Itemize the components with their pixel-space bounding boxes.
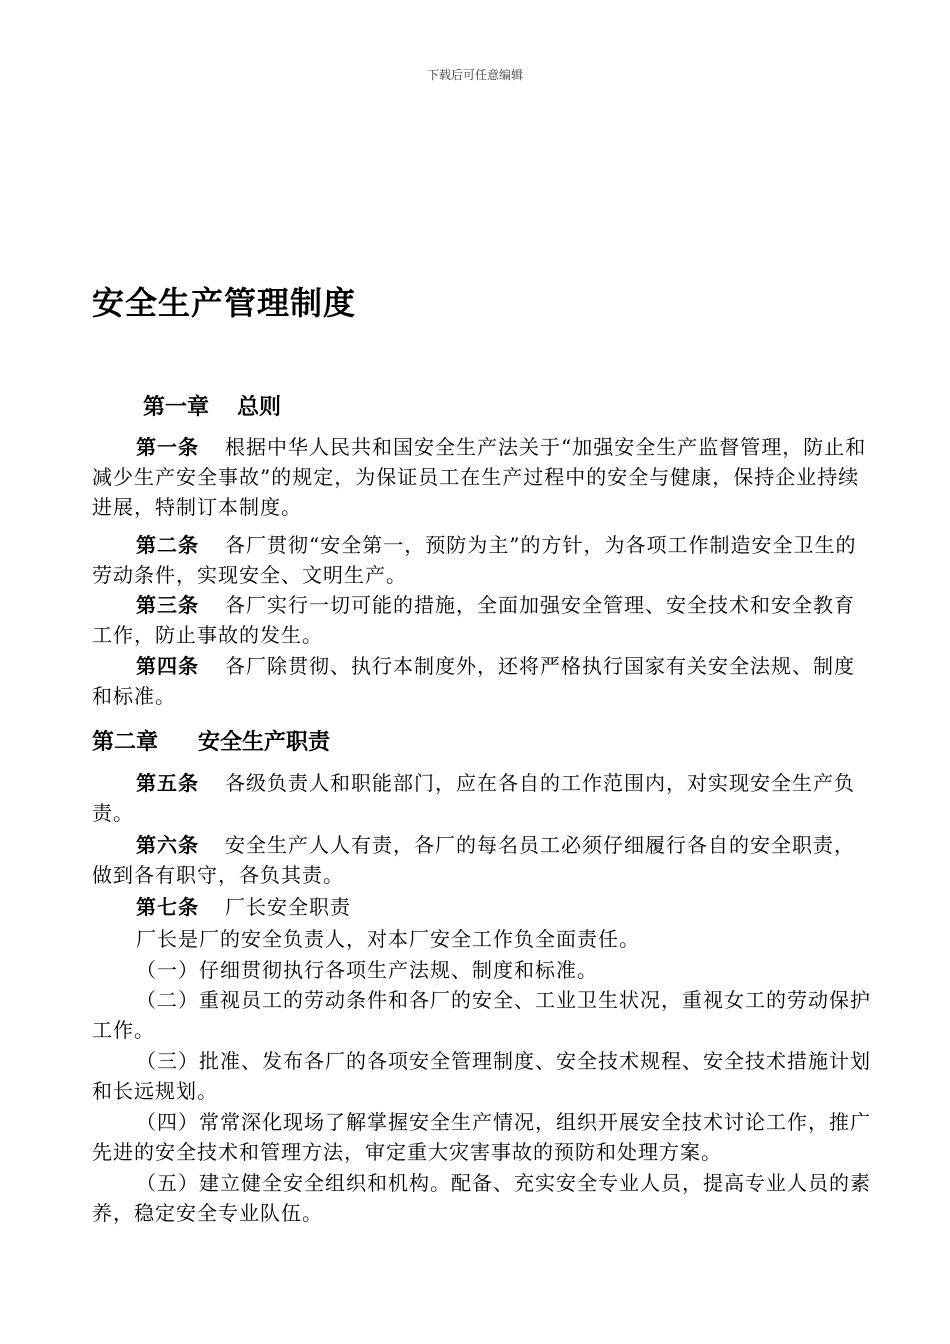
article-7 <box>92 892 872 922</box>
article-label: 第四条 <box>136 654 199 678</box>
article-text: 各级负责人和职能部门，应在各自的工作范围内，对实现安全生产负责。 <box>92 771 855 825</box>
chapter-2-name: 安全生产职责 <box>198 729 331 755</box>
duty-item: （四）常常深化现场了解掌握安全生产情况，组织开展安全技术讨论工作，推广先进的安全技术和管理方法，审定重大灾害事故的预防和处理方案。 <box>92 1110 871 1164</box>
chapter-2-heading <box>92 725 330 756</box>
article-text: 各厂除贯彻、执行本制度外，还将严格执行国家有关安全法规、制度和标准。 <box>92 654 855 708</box>
duty-item: （三）批准、发布各厂的各项安全管理制度、安全技术规程、安全技术措施计划和长远规划。 <box>92 1049 871 1103</box>
article-label: 第五条 <box>136 771 199 795</box>
article-1 <box>92 432 872 522</box>
article-label: 第六条 <box>136 833 199 857</box>
duty-item: （五）建立健全安全组织和机构。配备、充实安全专业人员，提高专业人员的素养，稳定安全专业队伍。 <box>92 1171 871 1225</box>
article-text: 根据中华人民共和国安全生产法关于“加强安全生产监督管理，防止和减少生产安全事故”的规定，为保证员工在生产过程中的安全与健康，保持企业持续进展，特制订本制度。 <box>92 435 867 519</box>
article-4 <box>92 651 872 711</box>
article-label: 第三条 <box>136 593 199 617</box>
header-note: 下载后可任意编辑 <box>426 68 523 82</box>
article-text: 安全生产人人有责，各厂的每名员工必须仔细履行各自的安全职责，做到各有职守，各负其责。 <box>92 833 855 887</box>
chapter-1-number: 第一章 <box>143 394 210 420</box>
duty-item: （一）仔细贯彻执行各项生产法规、制度和标准。 <box>136 958 598 982</box>
duties-intro: 厂长是厂的安全负责人，对本厂安全工作负全面责任。 <box>136 927 640 951</box>
article-2 <box>92 530 872 590</box>
chapter-2-number: 第二章 <box>92 729 159 755</box>
article-3 <box>92 590 872 650</box>
article-text: 各厂贯彻“安全第一，预防为主”的方针，为各项工作制造安全卫生的劳动条件，实现安全、文明生产。 <box>92 533 857 587</box>
article-label: 第七条 <box>136 895 199 919</box>
article-text: 各厂实行一切可能的措施，全面加强安全管理、安全技术和安全教育工作，防止事故的发生。 <box>92 593 855 647</box>
article-6 <box>92 830 872 890</box>
document-title: 安全生产管理制度 <box>92 284 357 322</box>
article-label: 第二条 <box>136 533 199 557</box>
article-label: 第一条 <box>136 435 199 459</box>
duty-item: （二）重视员工的劳动条件和各厂的安全、工业卫生状况，重视女工的劳动保护工作。 <box>92 988 871 1042</box>
chapter-1-heading <box>143 390 281 421</box>
article-text: 厂长安全职责 <box>225 895 351 919</box>
article-5 <box>92 768 872 828</box>
chapter-1-name: 总则 <box>237 394 282 420</box>
